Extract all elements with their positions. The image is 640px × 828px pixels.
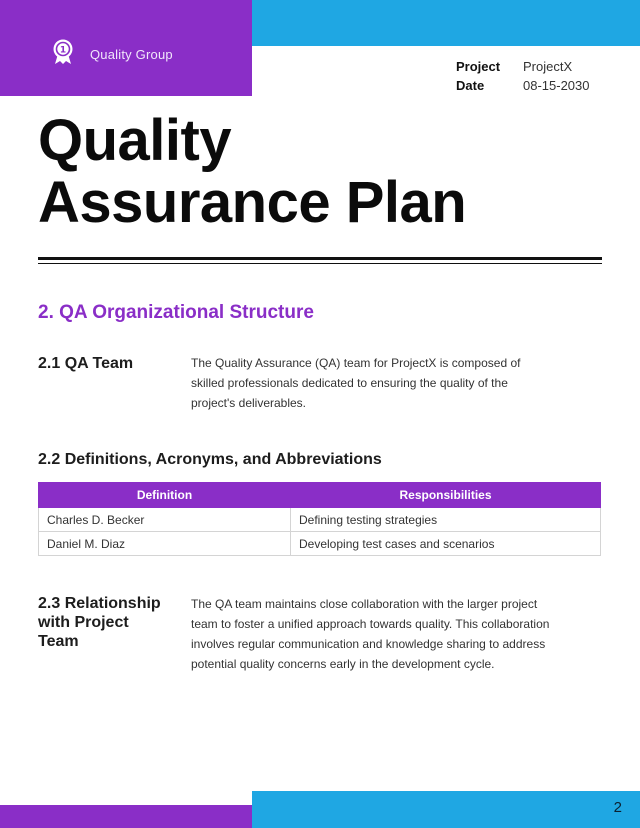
brand bbox=[52, 39, 173, 70]
meta-date-row bbox=[456, 76, 590, 95]
relationship-heading: 2.3 Relationship with Project Team bbox=[38, 595, 161, 650]
meta-project-row bbox=[456, 57, 590, 76]
header-blue-band bbox=[252, 0, 640, 46]
team-heading: 2.1 QA Team bbox=[38, 355, 134, 372]
table-cell-definition: Charles D. Becker bbox=[39, 508, 291, 532]
footer-blue-band bbox=[252, 791, 640, 828]
relationship-description: The QA team maintains close collaboration with the larger project team to foster a unified approach towards quality. This collaboration involves regular communication and knowledge sharing to address potential quality concerns early in the development cycle. bbox=[191, 597, 550, 671]
page-title-line-1: Quality bbox=[38, 108, 232, 173]
section-title: 2. QA Organizational Structure bbox=[38, 302, 314, 323]
title-divider-thick bbox=[38, 257, 602, 260]
meta-project-label: Project bbox=[456, 59, 501, 74]
page-number: 2 bbox=[613, 799, 622, 816]
table-row bbox=[39, 532, 601, 556]
page-title bbox=[38, 110, 466, 234]
meta-date-label: Date bbox=[456, 78, 485, 93]
column-header-responsibilities: Responsibilities bbox=[291, 483, 601, 508]
footer-purple-band bbox=[0, 805, 252, 828]
table-cell-definition: Daniel M. Diaz bbox=[39, 532, 291, 556]
column-header-definition: Definition bbox=[39, 483, 291, 508]
table-row bbox=[39, 508, 601, 532]
meta-date-value: 08-15-2030 bbox=[523, 78, 590, 93]
meta-project-value: ProjectX bbox=[523, 59, 573, 74]
team-description: The Quality Assurance (QA) team for ProjectX is composed of skilled professionals dedicated to ensuring the quality of the project's deliverables. bbox=[191, 356, 521, 410]
definitions-table bbox=[38, 482, 601, 556]
svg-text:1: 1 bbox=[59, 45, 67, 56]
page-title-line-2: Assurance Plan bbox=[38, 170, 467, 235]
table-cell-responsibility: Developing test cases and scenarios bbox=[291, 532, 601, 556]
title-divider-thin bbox=[38, 263, 602, 264]
table-cell-responsibility: Defining testing strategies bbox=[291, 508, 601, 532]
project-meta bbox=[456, 57, 590, 95]
award-badge-icon bbox=[52, 39, 74, 70]
definitions-heading: 2.2 Definitions, Acronyms, and Abbreviations bbox=[38, 451, 382, 468]
table-header-row bbox=[39, 483, 601, 508]
brand-name: Quality Group bbox=[90, 47, 173, 62]
